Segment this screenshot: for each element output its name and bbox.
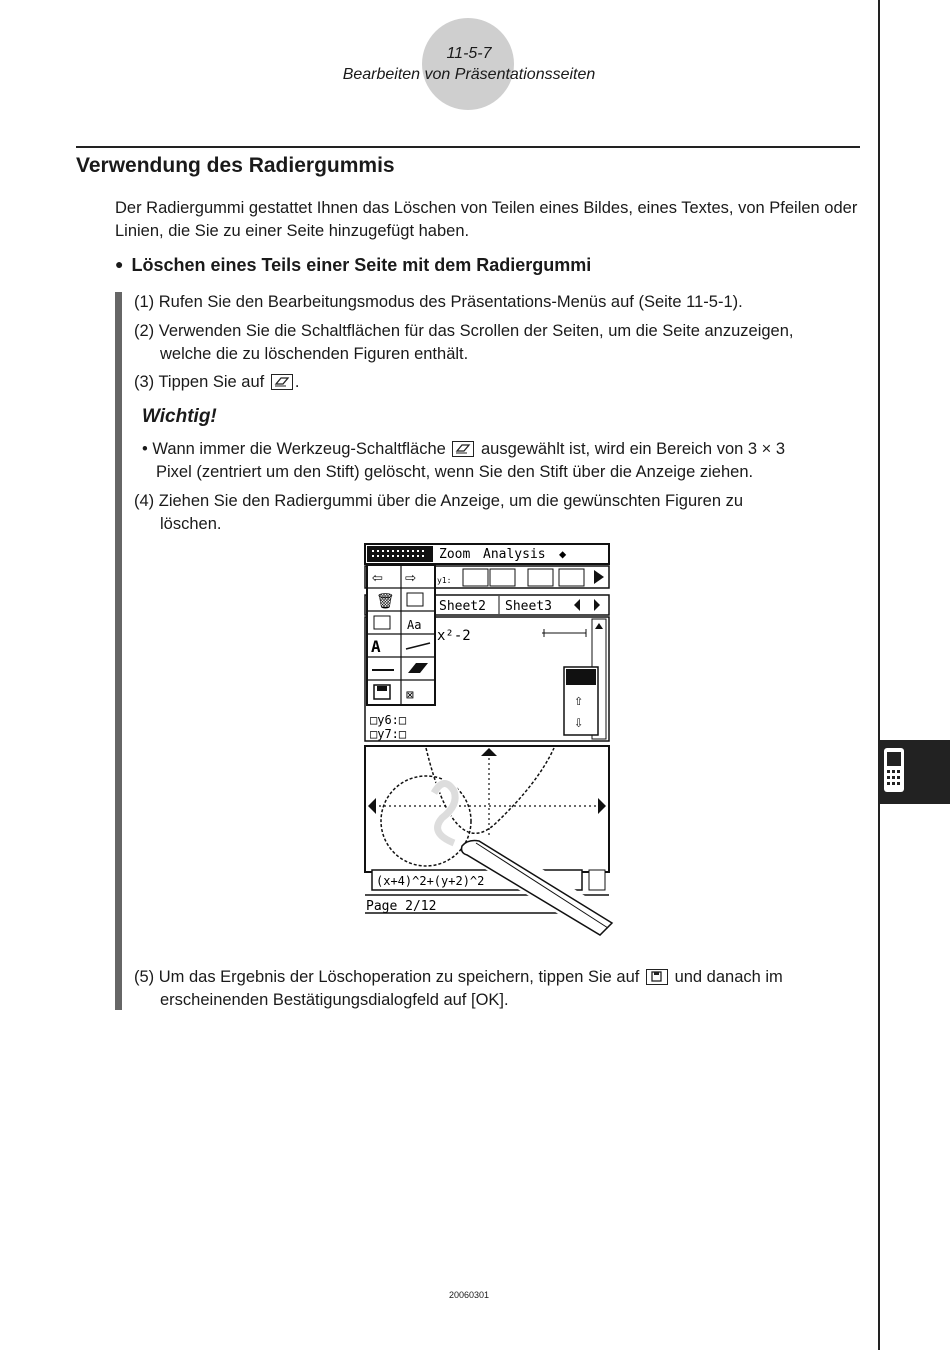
chapter-tab [880, 740, 950, 804]
footer-code: 20060301 [448, 1290, 490, 1300]
right-margin-rule [878, 0, 880, 1350]
important-label: Wichtig! [142, 406, 217, 427]
procedure-sidebar [115, 292, 122, 1010]
section-rule [76, 146, 860, 148]
list-y7[interactable]: □y7:□ [370, 727, 407, 741]
eraser-icon [271, 374, 293, 390]
step-3 [134, 371, 862, 394]
note-text-start: • Wann immer die Werkzeug-Schaltfläche [142, 440, 446, 458]
important-note [142, 438, 862, 484]
list-y6[interactable]: □y6:□ [370, 713, 407, 727]
page-up-icon[interactable]: ⇧ [574, 691, 584, 709]
procedure-title: Löschen eines Teils einer Seite mit dem Radiergummi [131, 255, 592, 275]
calculator-screenshot [364, 543, 614, 938]
entry-line[interactable]: (x+4)^2+(y+2)^2 [376, 874, 485, 888]
step-5-line2: erscheinenden Bestätigungsdialogfeld auf [OK]. [160, 991, 509, 1009]
page-subtitle: Bearbeiten von Präsentationsseiten [342, 66, 596, 83]
toolbar-table-icon[interactable]: y1: [437, 576, 452, 585]
intro-paragraph: Der Radiergummi gestattet Ihnen das Löschen von Teilen eines Bildes, eines Textes, von Pfeilen oder Linien, die Sie zu einer Seite hinzugefügt haben. [115, 199, 858, 240]
save-icon [646, 969, 668, 985]
redo-arrow-icon[interactable]: ⇨ [405, 567, 416, 588]
menu-zoom[interactable]: Zoom [439, 547, 471, 562]
step-3-text: (3) Tippen Sie auf [134, 373, 265, 391]
function-expression: x²-2 [437, 628, 471, 644]
step-5-text-start: (5) Um das Ergebnis der Löschoperation zu speichern, tippen Sie auf [134, 968, 640, 986]
step-4-line2: löschen. [160, 515, 222, 533]
text-edit-icon[interactable]: Aa [407, 618, 422, 632]
clear-all-icon[interactable]: ⊠ [406, 688, 414, 703]
header-circle [422, 18, 514, 110]
undo-arrow-icon[interactable]: ⇦ [372, 567, 383, 588]
step-4-line1: (4) Ziehen Sie den Radiergummi über die Anzeige, um die gewünschten Figuren zu [134, 492, 744, 510]
tab-sheet2[interactable]: Sheet2 [439, 599, 486, 614]
step-1: (1) Rufen Sie den Bearbeitungsmodus des Präsentations-Menüs auf (Seite 11-5-1). [134, 293, 743, 311]
calculator-icon [880, 740, 950, 804]
step-5 [134, 966, 862, 1012]
note-line-2: Pixel (zentriert um den Stift) gelöscht, wenn Sie den Stift über die Anzeige ziehen. [156, 463, 754, 481]
delete-icon[interactable]: 🗑 [376, 592, 396, 610]
status-page: Page 2/12 [366, 899, 437, 914]
step-4 [134, 490, 862, 536]
step-2-line1: (2) Verwenden Sie die Schaltflächen für das Scrollen der Seiten, um die Seite anzuzeigen, [134, 322, 794, 340]
menu-analysis[interactable]: Analysis [483, 547, 546, 562]
page-number: 11-5-7 [446, 45, 492, 62]
menu-more-icon[interactable]: ◆ [559, 547, 567, 561]
tab-sheet3[interactable]: Sheet3 [505, 599, 552, 614]
step-3-period: . [294, 373, 300, 391]
step-2-line2: welche die zu löschenden Figuren enthält. [160, 345, 469, 363]
step-5-text-end: und danach im [674, 968, 783, 986]
page-down-icon[interactable]: ⇩ [574, 713, 584, 731]
section-title: Verwendung des Radiergummis [76, 154, 395, 177]
eraser-icon [452, 441, 474, 457]
note-text-end: ausgewählt ist, wird ein Bereich von 3 × 3 [481, 440, 786, 458]
step-2 [134, 320, 862, 366]
menu-button[interactable] [367, 546, 433, 562]
font-icon[interactable]: A [371, 637, 381, 656]
procedure-heading: ● Löschen eines Teils einer Seite mit dem Radiergummi [115, 255, 592, 275]
